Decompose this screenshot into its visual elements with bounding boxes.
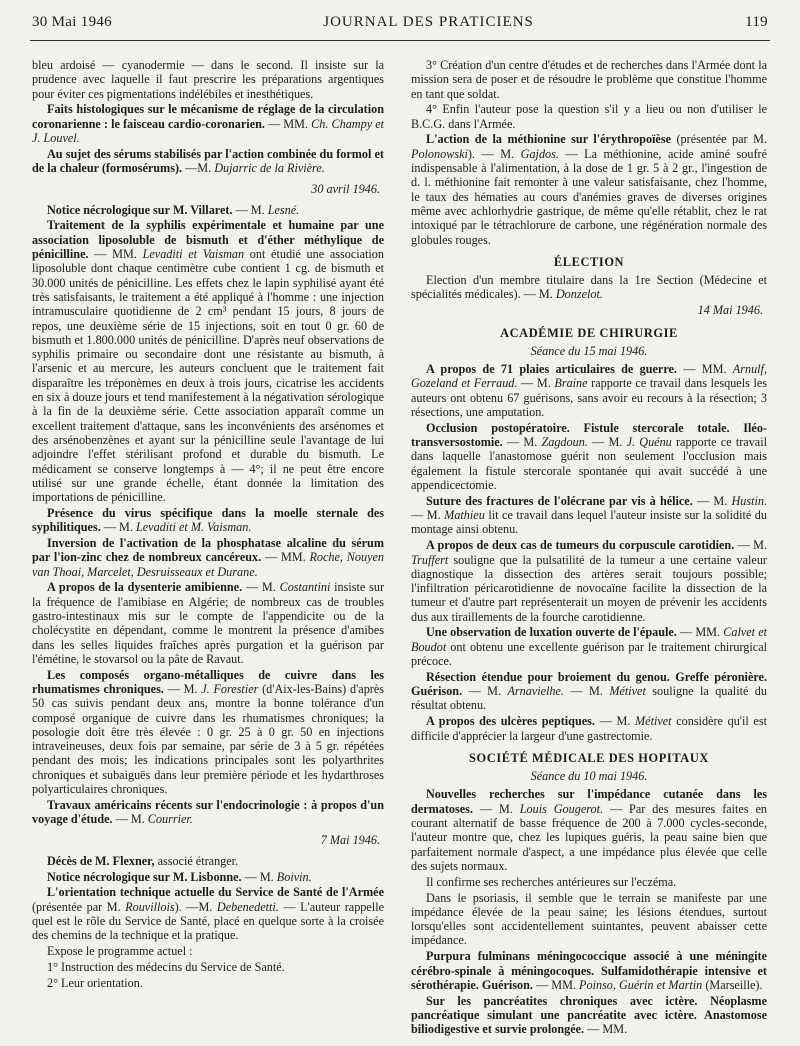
header-rule	[30, 40, 770, 41]
article-title: L'orientation technique actuelle du Service de Santé de l'Armée	[47, 885, 384, 900]
article-body-paragraph: Il confirme ses recherches antérieures sur l'eczéma.	[426, 874, 677, 889]
session-date: 7 Mai 1946.	[320, 832, 380, 847]
journal-title: JOURNAL DES PRATICIENS	[323, 14, 534, 30]
article-body: lit ce travail dans lequel l'auteur insiste sur la solidité du montage ainsi obtenu.	[411, 508, 767, 537]
article-title: A propos des ulcères peptiques.	[426, 714, 595, 729]
article-moelle-sternale: Présence du virus spécifique dans la moelle sternale des syphilitiques. — M. Levaditi et M. Vaisman.	[32, 505, 384, 535]
article-authors: Ch. Champy et J. Louvel.	[32, 116, 384, 145]
programme-item: 3° Création d'un centre d'études et de recherches dans l'Armée dont la mission sera de poser et de résoudre le problème que constitue l'homme en tant que soldat.	[411, 58, 767, 101]
running-head	[32, 14, 768, 38]
article-lisbonne: Notice nécrologique sur M. Lisbonne. — M. Boivin.	[47, 869, 312, 884]
programme-intro: Expose le programme actuel :	[47, 944, 193, 959]
article-body: rapporte ce travail dans laquelle l'anastomose guérit non seulement l'occlusion mais également la fistule stercorale spontanée qui avait succédé à une appendicectomie.	[411, 435, 767, 493]
right-column	[411, 58, 767, 1038]
article-body: souligne la qualité du résultat obtenu.	[411, 684, 767, 713]
article-plaies: A propos de 71 plaies articulaires de guerre. — MM. Arnulf, Gozeland et Ferraud. — M. Braine rapporte ce travail dans lesquels les auteurs ont obtenu 67 guérisons, sans avoir eu recours à la résection; 3 résections, une amputation.	[411, 362, 767, 420]
seance-date: Séance du 10 mai 1946.	[530, 769, 648, 784]
article-title: Notice nécrologique sur M. Villaret.	[47, 202, 233, 217]
article-title: Les composés organo-métalliques de cuivre dans les rhumatismes chroniques.	[32, 667, 384, 696]
article-title: A propos de la dysenterie amibienne.	[47, 580, 243, 595]
article-body: — La méthionine, acide aminé soufré indispensable à l'alimentation, à la dose de 1 gr. 5 à 2 gr., l'ingestion de d. l. méthionine fait remonter à une valeur satisfaisante, chez l'homme, le taux des hématies au cours d'anémies graves de diverses origines même avec achlorhydrie gastrique, de même qu'elle rétablit, chez le rat intoxiqué par le tétrachlorure de carbone, une régénération normale des globules rouges.	[411, 146, 767, 247]
article-body: (Marseille).	[702, 977, 763, 992]
article-villaret: Notice nécrologique sur M. Villaret. — M. Lesné.	[47, 202, 300, 217]
paragraph-continued: bleu ardoisé — cyanodermie — dans le second. Il insiste sur la prudence avec laquelle il faut prescrire les préparations argentiques pour éviter ces pigmentations indélébiles et inesthétiques.	[32, 58, 384, 101]
article-title: Notice nécrologique sur M. Lisbonne.	[47, 869, 242, 884]
left-column	[32, 58, 384, 991]
article-authors: J. Forestier	[201, 681, 259, 696]
article-title: Occlusion postopératoire. Fistule stercorale totale. Iléo-transversostomie.	[411, 420, 767, 450]
article-impedance: Nouvelles recherches sur l'impédance cutanée dans les dermatoses. — M. Louis Gougerot. — Par des mesures faites en courant alternatif de basse fréquence de 200 à 7.000 cycles-seconde, l'auteur montre que, chez les lupiques guéris, la peau saine bien que parfaitement normale d'aspect, a une impédance plus élevée que celle des sujets normaux.	[411, 787, 767, 873]
article-service-sante: L'orientation technique actuelle du Service de Santé de l'Armée (présentée par M. Rouvillois). —M. Debenedetti. — L'auteur rappelle quel est le rôle du Service de Santé, placé en quelque sorte à la croisée des chemins de la technique et la pratique.	[32, 885, 384, 943]
article-body: rapporte ce travail dans lesquels les auteurs ont obtenu 67 guérisons, sans avoir eu recours à la résection; 3 résections, une amputation.	[411, 376, 767, 420]
article-title: A propos de deux cas de tumeurs du corpuscule carotidien.	[426, 538, 735, 553]
article-authors: Courrier.	[147, 812, 193, 827]
page-number: 119	[745, 14, 768, 30]
article-purpura: Purpura fulminans méningococcique associé à une méningite cérébro-spinale à méningocoques. Sulfamidothérapie intensive et sérothérapie. Guérison. — MM. Poinso, Guérin et Martin (Marseille).	[411, 949, 767, 992]
election-notice: Election d'un membre titulaire dans la 1re Section (Médecine et spécialités médicales). — M. Donzelot.	[411, 273, 767, 302]
article-authors: Levaditi et Vaisman	[142, 247, 245, 262]
article-title: Présence du virus spécifique dans la moelle sternale des syphilitiques.	[32, 505, 384, 535]
article-authors: Hustin.	[731, 493, 767, 508]
programme-item: 4° Enfin l'auteur pose la question s'il y a lieu ou non d'utiliser le B.C.G. dans l'Armée.	[411, 102, 767, 131]
article-title: Suture des fractures de l'olécrane par vis à hélice.	[426, 493, 693, 508]
article-title: A propos de 71 plaies articulaires de guerre.	[426, 362, 677, 377]
article-title: Purpura fulminans méningococcique associé à une méningite cérébro-spinale à méningocoques. Sulfamidothérapie intensive et sérothérapie. Guérison.	[411, 949, 767, 992]
article-pancreatites: Sur les pancréatites chroniques avec ictère. Néoplasme pancréatique simulant une pancréatite avec ictère. Anastomose biliodigestive et survie prolongée. — MM.	[411, 993, 767, 1037]
session-date: 14 Mai 1946.	[697, 303, 763, 318]
article-body: — Par des mesures faites en courant alternatif de basse fréquence de 200 à 7.000 cycles-seconde, l'auteur montre que, chez les lupiques guéris, la peau saine bien que parfaitement normale d'aspect, a une impédance plus élevée que celle des sujets normaux.	[411, 801, 767, 873]
article-authors: Métivet	[635, 714, 672, 729]
article-champy: Faits histologiques sur le mécanisme de réglage de la circulation coronarienne : le faisceau cardio-coronarien. — MM. Ch. Champy et J. Louvel.	[32, 102, 384, 145]
article-authors: Gajdos.	[520, 146, 559, 161]
article-genou: Résection étendue pour broiement du genou. Greffe péronière. Guérison. — M. Arnavielhe. — M. Métivet souligne la qualité du résultat obtenu.	[411, 669, 767, 713]
article-tumeurs: A propos de deux cas de tumeurs du corpuscule carotidien. — M. Truffert souligne que la pulsatilité de la tumeur a une certaine valeur diagnostique la dissection des artères serait toujours possible; l'infiltration péricarotidienne de novocaïne facilite la dissection de la tumeur et d'autre part représenterait un moyen de prévenir les accidents dus aux tiraillements de la fourche carotidienne.	[411, 538, 767, 624]
article-title: Une observation de luxation ouverte de l'épaule.	[426, 625, 677, 640]
article-flexner	[32, 854, 384, 868]
article-body: associé étranger.	[154, 853, 239, 868]
article-body: (d'Aix-les-Bains) d'après 50 cas suivis pendant deux ans, montre la bonne tolérance d'un composé organique de cuivre dans les rhumatismes chroniques; la posologie doit être très élevée : 0 gr. 25 à 0 gr. 50 en injections intraveineuses, deux fois par semaine, par série de 3 à 5 gr. répétées pendant des mois; les indications principales sont les polyarthrites chroniques et subaiguës dans leur première période et les hydarthroses polyarticulaires chroniques.	[32, 681, 384, 797]
article-body: souligne que la pulsatilité de la tumeur a une certaine valeur diagnostique la dissection des artères serait toujours possible; l'infiltration péricarotidienne de novocaïne facilite la dissection de la tumeur et d'autre part représenterait un moyen de prévenir les accidents dus aux tiraillements de la fourche carotidienne.	[411, 552, 767, 624]
article-body: insiste sur la fréquence de l'amibiase en Algérie; de nombreux cas de troubles gastro-intestinaux mis sur le compte de l'appendicite ou de la cholécystite en dépendant, comme le montrent la présence d'amibes dans les selles liquides fraîches après purgation et la guérison par l'émétine, le stovarsol ou la pâte de Ravaut.	[32, 580, 384, 666]
article-title: Nouvelles recherches sur l'impédance cutanée dans les dermatoses.	[411, 787, 767, 816]
article-body: — L'auteur rappelle quel est le rôle du Service de Santé, placé en quelque sorte à la croisée des chemins de la technique et la pratique.	[32, 899, 384, 943]
article-authors: Louis Gougerot.	[519, 801, 604, 816]
seance-date: Séance du 15 mai 1946.	[530, 343, 648, 358]
article-title: L'action de la méthionine sur l'érythropoïèse	[426, 132, 671, 147]
article-title: Faits histologiques sur le mécanisme de réglage de la circulation coronarienne : le faisceau cardio-coronarien.	[32, 102, 384, 131]
article-title: Résection étendue pour broiement du genou. Greffe péronière. Guérison.	[411, 669, 767, 699]
article-title: Travaux américains récents sur l'endocrinologie : à propos d'un voyage d'étude.	[32, 797, 384, 827]
article-authors: Arnavielhe.	[507, 684, 564, 699]
article-authors: Roche, Nouyen van Thoai, Marcelet, Desruisseaux et Durane.	[32, 550, 385, 579]
article-authors: Costantini	[279, 580, 331, 595]
section-heading-societe: SOCIÉTÉ MÉDICALE DES HOPITAUX	[469, 750, 709, 765]
article-methionine: L'action de la méthionine sur l'érythropoïèse (présentée par M. Polonowski). — M. Gajdos. — La méthionine, acide aminé soufré indispensable à l'alimentation, à la dose de 1 gr. 5 à 2 gr., l'ingestion de d. l. méthionine fait remonter à une valeur satisfaisante, chez l'homme, le taux des hématies au cours d'anémies graves de diverses origines même avec achlorhydrie gastrique, de même qu'elle rétablit, chez le rat intoxiqué par le tétrachlorure de carbone, une régénération normale des globules rouges.	[411, 132, 767, 247]
section-heading-election: ÉLECTION	[553, 254, 625, 269]
article-body: ont obtenu une excellente guérison par le traitement chirurgical précoce.	[411, 639, 767, 669]
article-authors: Arnulf, Gozeland et Ferraud.	[411, 362, 767, 391]
article-title: Inversion de l'activation de la phosphatase alcaline du sérum par l'ion-zinc chez de nombreux cancéreux.	[32, 536, 384, 565]
programme-item: 2° Leur orientation.	[47, 975, 143, 990]
article-authors: Debenedetti.	[216, 899, 279, 914]
article-body: ont étudié une association liposoluble dont chaque centimètre cube contient 1 cg. de bismuth et 30.000 unités de pénicilline. Les effets chez le lapin syphilisé ayant été très satisfaisants, le traitement a été appliqué à l'homme : une injection intramusculaire quotidienne de 2 cm³ pendant 15 jours, 8 jours de repos, une deuxième série de 15 injections, soit en tout 0 gr. 60 de bismuth et 1.800.000 unités de pénicilline. D'après neuf observations de syphilis primaire ou secondaire dont une résistante au bismuth, à l'arsenic et au mercure, les auteurs concluent que le traitement fait disparaître les tréponèmes en deux à trois jours, cicatrise les accidents en six à douze jours et tend manifestement à la négativation sérologique à la fin de la deuxième série. Cette association apparaît comme un excellent traitement d'attaque, sans les inconvénients des arsénomes et des arsénobenzènes et ayant sur la pénicilline seule l'avantage de lui adjoindre l'effet stérilisant profond et durable du bismuth. Le médicament se conserve longtemps à — 4°; il ne peut être encore utilisé sur une grande échelle, étant donnée la limitation des importations de pénicilline.	[32, 247, 384, 505]
article-phosphatase: Inversion de l'activation de la phosphatase alcaline du sérum par l'ion-zinc chez de nombreux cancéreux. — MM. Roche, Nouyen van Thoai, Marcelet, Desruisseaux et Durane.	[32, 536, 385, 579]
article-ulceres: A propos des ulcères peptiques. — M. Métivet considère qu'il est difficile d'apprécier la largeur d'une gastrectomie.	[411, 714, 767, 743]
article-luxation: Une observation de luxation ouverte de l'épaule. — MM. Calvet et Boudot ont obtenu une excellente guérison par le traitement chirurgical précoce.	[411, 625, 767, 669]
article-endocrinologie: Travaux américains récents sur l'endocrinologie : à propos d'un voyage d'étude. — M. Courrier.	[32, 797, 384, 827]
article-cuivre: Les composés organo-métalliques de cuivre dans les rhumatismes chroniques. — M. J. Forestier (d'Aix-les-Bains) d'après 50 cas suivis pendant deux ans, montre la bonne tolérance d'un composé organique de cuivre dans les rhumatismes chroniques; la posologie doit être très élevée : 0 gr. 25 à 0 gr. 50 en injections intraveineuses, deux fois par semaine, par série de 3 à 5 gr. répétées pendant des mois; les indications principales sont les polyarthrites chroniques et subaiguës dans leur première période et les hydarthroses polyarticulaires chroniques.	[32, 667, 384, 797]
article-title: Traitement de la syphilis expérimentale et humaine par une association liposoluble de bismuth et d'éther méthylique de pénicilline.	[32, 218, 384, 262]
article-title: Sur les pancréatites chroniques avec ictère. Néoplasme pancréatique simulant une pancréatite avec ictère. Anastomose biliodigestive et survie prolongée.	[411, 993, 767, 1037]
article-syphilis: Traitement de la syphilis expérimentale et humaine par une association liposoluble de bismuth et d'éther méthylique de pénicilline. — MM. Levaditi et Vaisman ont étudié une association liposoluble dont chaque centimètre cube contient 1 cg. de bismuth et 30.000 unités de pénicilline. Les effets chez le lapin syphilisé ayant été très satisfaisants, le traitement a été appliqué à l'homme : une injection intramusculaire quotidienne de 2 cm³ pendant 15 jours, 8 jours de repos, une deuxième série de 15 injections, soit en tout 0 gr. 60 de bismuth et 1.800.000 unités de pénicilline. D'après neuf observations de syphilis primaire ou secondaire dont une résistante au bismuth, à l'arsenic et au mercure, les auteurs concluent que le traitement fait disparaître les tréponèmes en deux à trois jours, cicatrise les accidents en six à douze jours et tend manifestement à la négativation sérologique à la fin de la deuxième série. Cette association apparaît comme un excellent traitement d'attaque, sans les inconvénients des arsénomes et des arsénobenzènes et ayant sur la pénicilline seule l'avantage de lui adjoindre l'effet stérilisant profond et durable du bismuth. Le médicament se conserve longtemps à — 4°; il ne peut être encore utilisé sur une grande échelle, étant donnée la limitation des importations de pénicilline.	[32, 218, 384, 505]
article-occlusion: Occlusion postopératoire. Fistule stercorale totale. Iléo-transversostomie. — M. Zagdoun. — M. J. Quénu rapporte ce travail dans laquelle l'anastomose guérit non seulement l'occlusion mais également la fistule stercorale spontanée qui avait succédé à une appendicectomie.	[411, 420, 767, 493]
session-date: 30 avril 1946.	[311, 181, 380, 196]
article-authors: Donzelot.	[555, 287, 603, 302]
article-body: considère qu'il est difficile d'apprécier la largeur d'une gastrectomie.	[411, 714, 767, 743]
article-title: Au sujet des sérums stabilisés par l'action combinée du formol et de la chaleur (formosérums).	[32, 146, 384, 176]
article-authors: Truffert	[411, 552, 449, 567]
article-authors: Boivin.	[276, 869, 312, 884]
article-authors: Levaditi et M. Vaisman.	[135, 520, 252, 535]
section-heading-academie: ACADÉMIE DE CHIRURGIE	[500, 325, 678, 340]
article-authors: Dujarric de la Rivière.	[214, 161, 325, 176]
article-authors: Poinso, Guérin et Martin	[579, 977, 703, 992]
article-authors: Lesné.	[267, 202, 300, 217]
article-title: Décès de M. Flexner,	[47, 853, 155, 868]
article-dysenterie: A propos de la dysenterie amibienne. — M. Costantini insiste sur la fréquence de l'amibiase en Algérie; de nombreux cas de troubles gastro-intestinaux mis sur le compte de l'appendicite ou de la cholécystite en dépendant, comme le montrent la présence d'amibes dans les selles liquides fraîches après purgation et la guérison par l'émétine, le stovarsol ou la pâte de Ravaut.	[32, 580, 384, 666]
article-dujarric: Au sujet des sérums stabilisés par l'action combinée du formol et de la chaleur (formosérums). —M. Dujarric de la Rivière.	[32, 146, 384, 176]
article-body-paragraph: Dans le psoriasis, il semble que le terrain se manifeste par une impédance élevée de la peau saine; les lésions étendues, surtout lorsqu'elles sont accidentellement suintantes, peuvent abaisser cette impédance.	[411, 890, 767, 948]
programme-item: 1° Instruction des médecins du Service de Santé.	[47, 959, 285, 974]
article-olecrane: Suture des fractures de l'olécrane par vis à hélice. — M. Hustin. — M. Mathieu lit ce travail dans lequel l'auteur insiste sur la solidité du montage ainsi obtenu.	[411, 493, 767, 537]
article-authors: Calvet et Boudot	[411, 625, 767, 654]
article-authors: Zagdoun.	[541, 435, 588, 450]
issue-date: 30 Mai 1946	[32, 14, 112, 30]
